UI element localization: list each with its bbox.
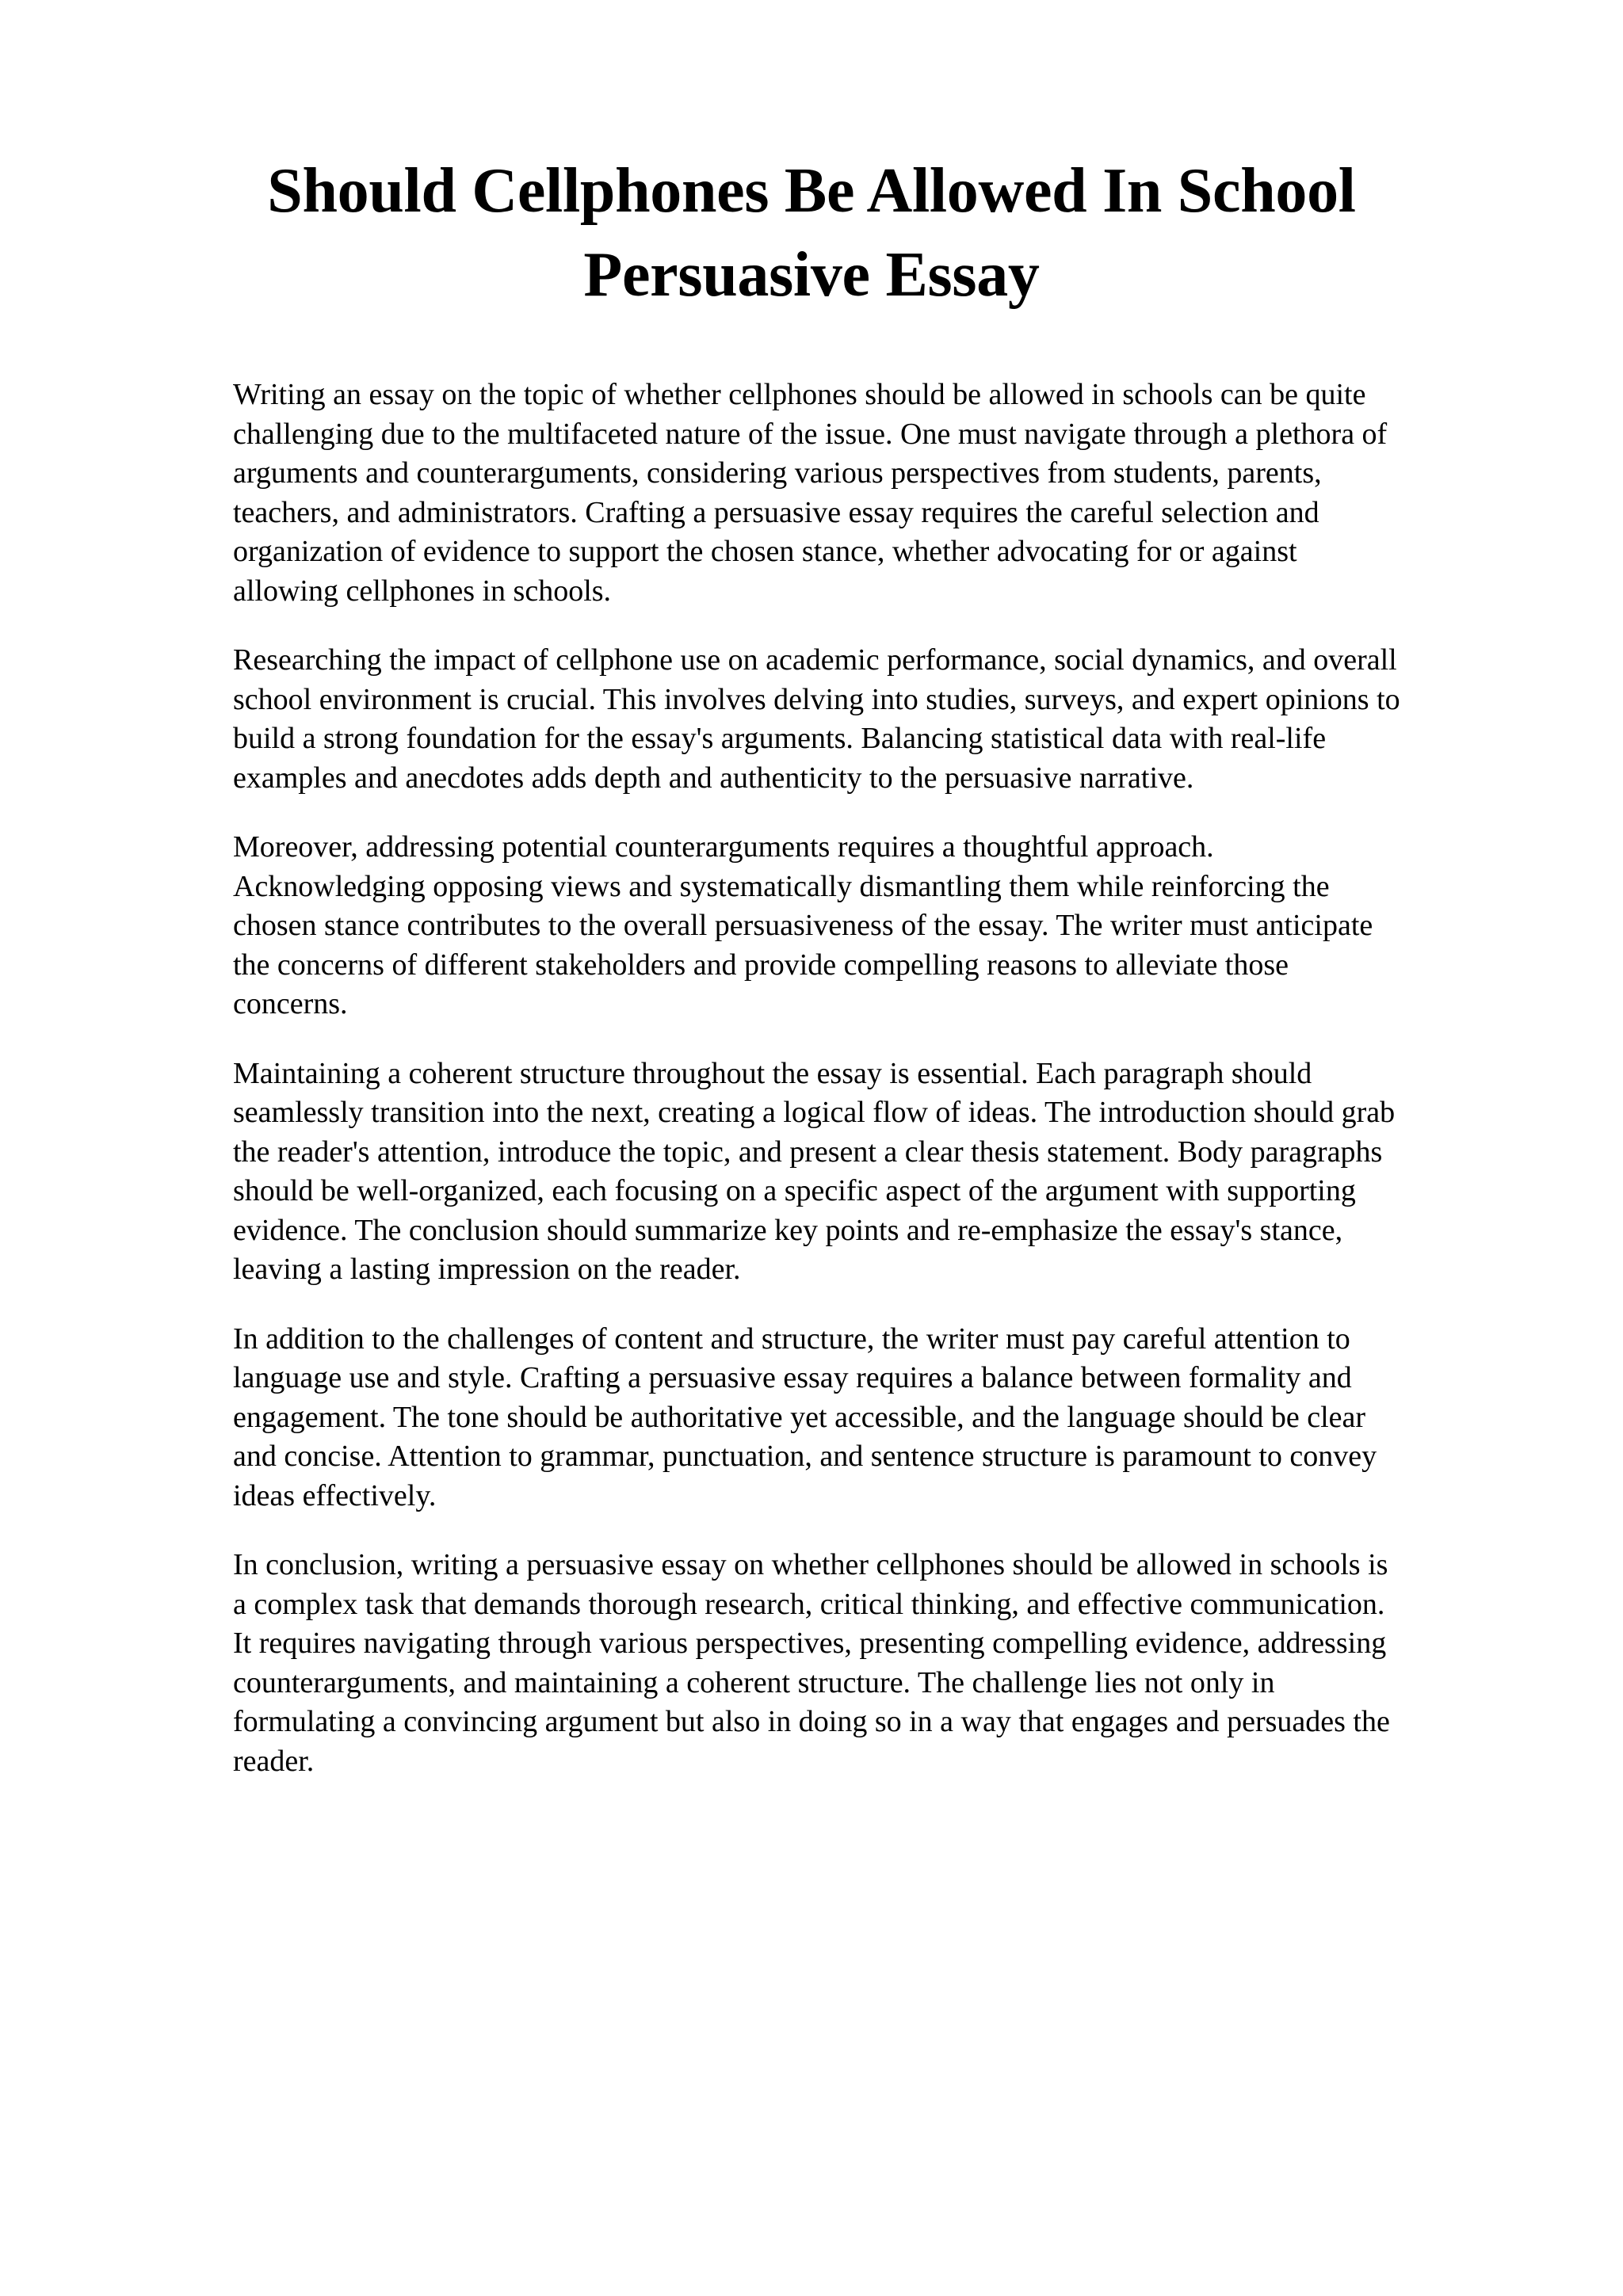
paragraph-research (233, 641, 1525, 798)
paragraph-conclusion (233, 1546, 1525, 1781)
paragraph-structure (233, 1055, 1525, 1290)
text-line: engagement. The tone should be authoritative yet accessible, and the language should be clear (233, 1400, 1366, 1434)
text-line: build a strong foundation for the essay's arguments. Balancing statistical data with real-life (233, 722, 1327, 755)
text-line: challenging due to the multifaceted nature of the issue. One must navigate through a plethora of (233, 417, 1388, 451)
text-line: ideas effectively. (233, 1478, 437, 1512)
essay-body (233, 376, 1525, 1811)
text-line: Researching the impact of cellphone use on academic performance, social dynamics, and overall (233, 643, 1397, 677)
text-line: the reader's attention, introduce the topic, and present a clear thesis statement. Body paragraphs (233, 1135, 1383, 1169)
text-line: formulating a convincing argument but also in doing so in a way that engages and persuades the (233, 1705, 1390, 1738)
paragraph-language (233, 1320, 1525, 1516)
text-line: examples and anecdotes adds depth and authenticity to the persuasive narrative. (233, 761, 1194, 795)
text-line: arguments and counterarguments, considering various perspectives from students, parents, (233, 456, 1322, 490)
text-line: should be well-organized, each focusing on a specific aspect of the argument with supporting (233, 1174, 1356, 1207)
text-line: Writing an essay on the topic of whether cellphones should be allowed in schools can be quite (233, 378, 1366, 411)
text-line: concerns. (233, 987, 348, 1020)
text-line: It requires navigating through various perspectives, presenting compelling evidence, addressing (233, 1627, 1387, 1660)
text-line: the concerns of different stakeholders and provide compelling reasons to alleviate those (233, 948, 1289, 982)
text-line: organization of evidence to support the chosen stance, whether advocating for or against (233, 535, 1297, 568)
text-line: a complex task that demands thorough research, critical thinking, and effective communication. (233, 1587, 1385, 1621)
text-line: counterarguments, and maintaining a coherent structure. The challenge lies not only in (233, 1665, 1275, 1699)
essay-title-line: Persuasive Essay (583, 240, 1040, 310)
text-line: Maintaining a coherent structure throughout the essay is essential. Each paragraph should (233, 1056, 1312, 1090)
text-line: language use and style. Crafting a persuasive essay requires a balance between formality and (233, 1361, 1352, 1394)
text-line: teachers, and administrators. Crafting a persuasive essay requires the careful selection and (233, 495, 1319, 529)
text-line: and concise. Attention to grammar, punctuation, and sentence structure is paramount to convey (233, 1440, 1377, 1473)
text-line: reader. (233, 1744, 315, 1778)
text-line: seamlessly transition into the next, creating a logical flow of ideas. The introduction should grab (233, 1096, 1396, 1129)
text-line: chosen stance contributes to the overall persuasiveness of the essay. The writer must anticipate (233, 909, 1373, 942)
text-line: In addition to the challenges of content and structure, the writer must pay careful attention to (233, 1322, 1350, 1356)
text-line: leaving a lasting impression on the reader. (233, 1253, 741, 1286)
essay-title (158, 149, 1465, 317)
text-line: Acknowledging opposing views and systematically dismantling them while reinforcing the (233, 869, 1330, 903)
text-line: evidence. The conclusion should summarize key points and re-emphasize the essay's stance, (233, 1213, 1343, 1247)
text-line: school environment is crucial. This involves delving into studies, surveys, and expert opinions to (233, 682, 1400, 716)
paragraph-counterarguments (233, 828, 1525, 1024)
essay-title-line: Should Cellphones Be Allowed In School (267, 156, 1356, 226)
text-line: In conclusion, writing a persuasive essay on whether cellphones should be allowed in schools is (233, 1548, 1388, 1581)
text-line: Moreover, addressing potential counterarguments requires a thoughtful approach. (233, 830, 1214, 864)
text-line: allowing cellphones in schools. (233, 574, 612, 608)
paragraph-intro (233, 376, 1525, 611)
